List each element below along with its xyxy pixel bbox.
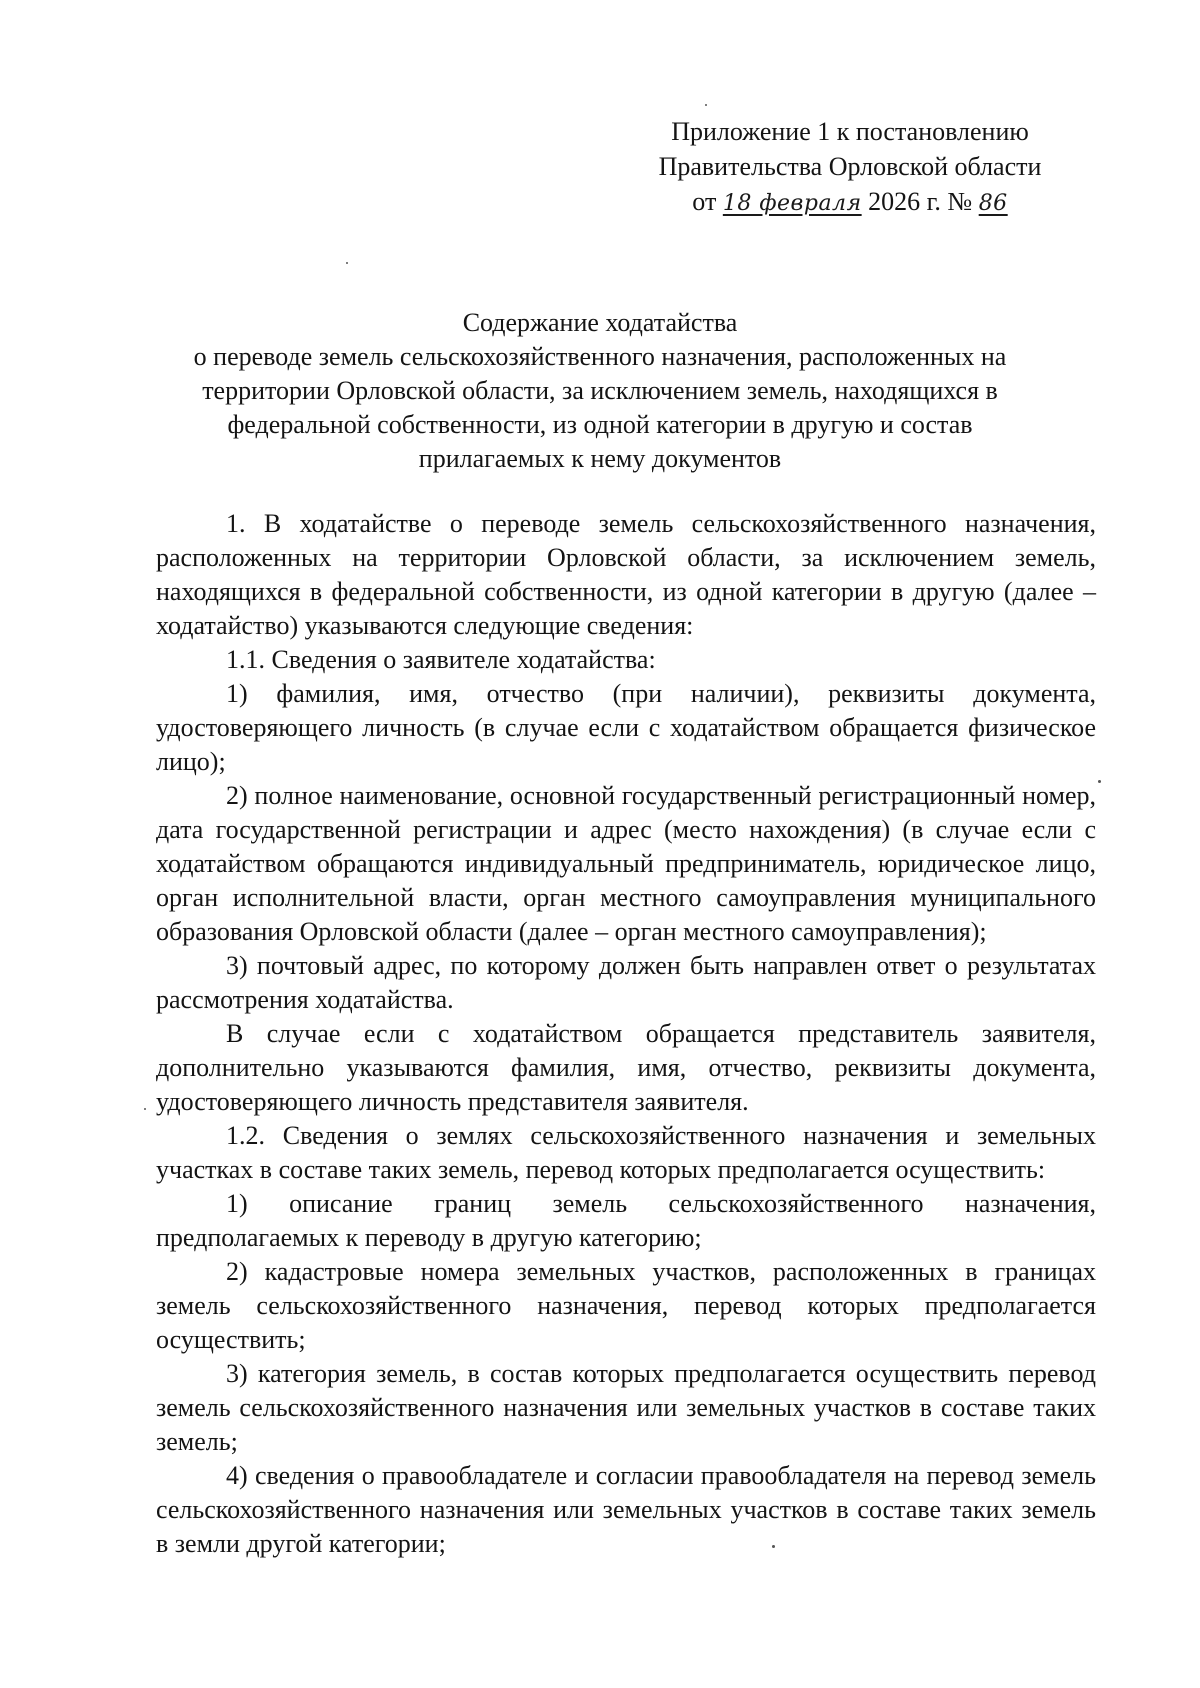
title-line: Содержание ходатайства xyxy=(462,308,738,337)
scan-speck xyxy=(1098,780,1101,783)
appendix-header xyxy=(600,114,1100,221)
title-line: о переводе земель сельскохозяйственного назначения, расположенных на xyxy=(193,342,1007,371)
scan-speck xyxy=(772,1545,775,1548)
date-line xyxy=(600,184,1100,221)
date-prefix: от xyxy=(692,187,717,216)
title-line: территории Орловской области, за исключением земель, находящихся в xyxy=(202,376,998,405)
document-title xyxy=(160,306,1040,476)
scan-speck xyxy=(705,104,707,106)
title-line: федеральной собственности, из одной категории в другую и состав xyxy=(227,410,973,439)
handwritten-date: 18 февраля xyxy=(722,191,862,216)
paragraph: 1.1. Сведения о заявителе ходатайства: xyxy=(226,645,656,674)
paragraph: 1. В ходатайстве о переводе земель сельскохозяйственного назначения, расположенных на территории Орловской области, за исключением земель, находящихся в федеральной собственности, из одной категории в другую (далее – ходатайство) указываются следующие сведения: xyxy=(156,509,1096,640)
paragraph: 1) фамилия, имя, отчество (при наличии), реквизиты документа, удостоверяющего личность (в случае если с ходатайством обращается физическое лицо); xyxy=(156,679,1096,776)
appendix-line: Приложение 1 к постановлению xyxy=(671,117,1029,146)
date-suffix: 2026 г. № xyxy=(868,187,973,216)
paragraph: 4) сведения о правообладателе и согласии правообладателя на перевод земель сельскохозяйственного назначения или земельных участков в составе таких земель в земли другой категории; xyxy=(156,1461,1096,1558)
paragraph: 2) полное наименование, основной государственный регистрационный номер, дата государственной регистрации и адрес (место нахождения) (в случае если с ходатайством обращаются индивидуальный предприниматель, юридическое лицо, орган исполнительной власти, орган местного самоуправления муниципального образования Орловской области (далее – орган местного самоуправления); xyxy=(156,781,1096,946)
scan-speck xyxy=(346,262,348,264)
handwritten-number: 86 xyxy=(978,191,1008,216)
title-line: прилагаемых к нему документов xyxy=(418,444,782,473)
government-line: Правительства Орловской области xyxy=(658,152,1042,181)
paragraph: 3) категория земель, в состав которых предполагается осуществить перевод земель сельскохозяйственного назначения или земельных участков в составе таких земель; xyxy=(156,1359,1096,1456)
paragraph: 1) описание границ земель сельскохозяйственного назначения, предполагаемых к переводу в другую категорию; xyxy=(156,1189,1096,1252)
paragraph: 1.2. Сведения о землях сельскохозяйственного назначения и земельных участках в составе таких земель, перевод которых предполагается осуществить: xyxy=(156,1121,1096,1184)
document-body xyxy=(156,507,1096,1561)
paragraph: 3) почтовый адрес, по которому должен быть направлен ответ о результатах рассмотрения ходатайства. xyxy=(156,951,1096,1014)
paragraph: 2) кадастровые номера земельных участков, расположенных в границах земель сельскохозяйственного назначения, перевод которых предполагается осуществить; xyxy=(156,1257,1096,1354)
paragraph: В случае если с ходатайством обращается представитель заявителя, дополнительно указываются фамилия, имя, отчество, реквизиты документа, удостоверяющего личность представителя заявителя. xyxy=(156,1019,1096,1116)
scan-speck xyxy=(144,1108,146,1110)
